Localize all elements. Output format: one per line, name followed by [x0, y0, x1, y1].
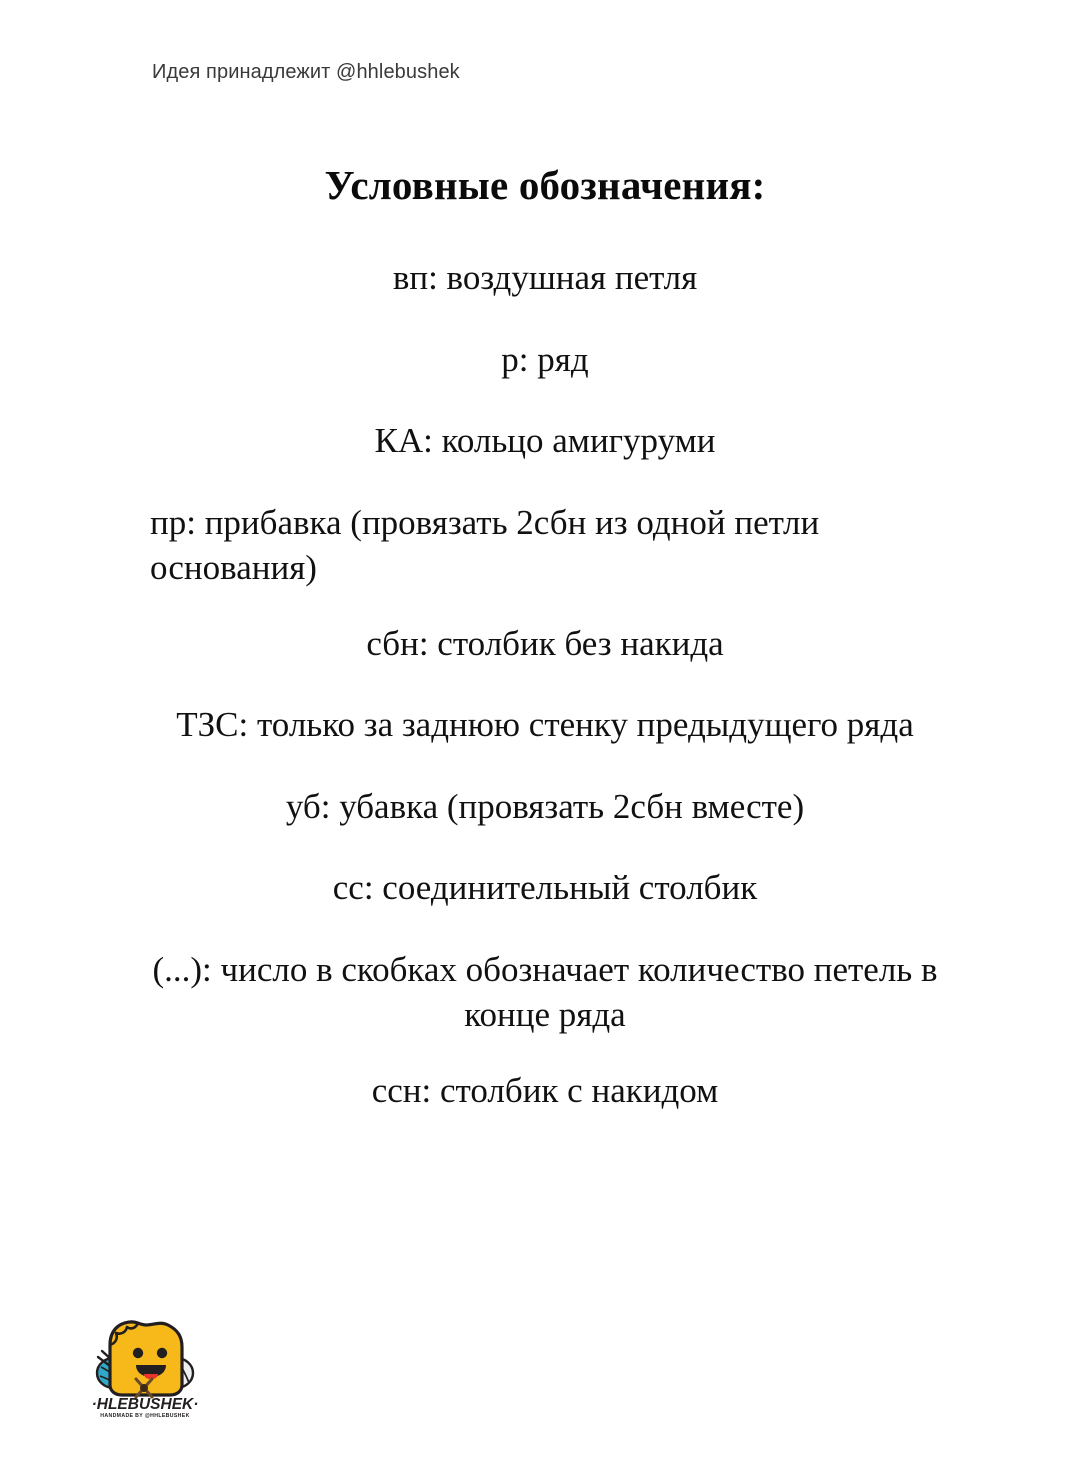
spacer — [150, 829, 940, 865]
page-title: Условные обозначения: — [324, 162, 766, 208]
spacer — [150, 591, 940, 621]
spacer — [150, 301, 940, 337]
spacer — [150, 748, 940, 784]
list-item: пр: прибавка (провязать 2сбн из одной петли основания) — [150, 502, 820, 588]
brand-tagline-text: HANDMADE BY @HHLEBUSHEK — [100, 1413, 190, 1419]
eye-left — [133, 1348, 143, 1358]
list-item: ссн: столбик с накидом — [371, 1070, 719, 1110]
list-item: (...): число в скобках обозначает количество петель в конце ряда — [152, 949, 938, 1035]
spacer — [150, 911, 940, 947]
eye-right — [157, 1348, 167, 1358]
spacer — [150, 1038, 940, 1068]
spacer — [150, 666, 940, 702]
list-item: вп: воздушная петля — [392, 258, 698, 298]
spacer — [150, 217, 940, 255]
list-item: р: ряд — [501, 339, 589, 379]
spacer — [150, 382, 940, 418]
legend-list — [150, 255, 940, 1113]
spacer — [150, 464, 940, 500]
list-item: ТЗС: только за заднюю стенку предыдущего ряда — [176, 705, 914, 745]
list-item: КА: кольцо амигуруми — [374, 421, 716, 461]
legend-content — [150, 160, 940, 1113]
credit-line: Идея принадлежит @hhlebushek — [152, 61, 460, 83]
brand-logo — [84, 1301, 206, 1419]
list-item: сс: соединительный столбик — [332, 868, 758, 908]
list-item: уб: убавка (провязать 2сбн вместе) — [285, 786, 805, 826]
brand-name-text: ·HLEBUSHEK· — [91, 1396, 199, 1413]
list-item: сбн: столбик без накида — [366, 623, 724, 663]
